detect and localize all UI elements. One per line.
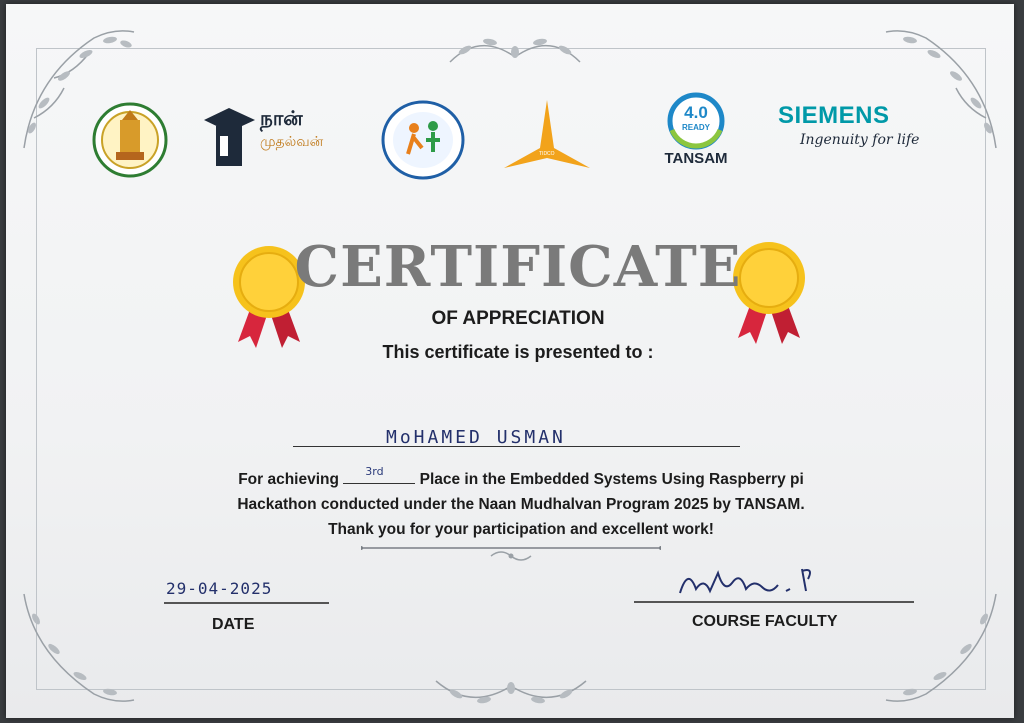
- achievement-suffix: Place in the Embedded Systems Using Raspberry pi: [419, 471, 804, 488]
- certificate-title: CERTIFICATE: [294, 234, 742, 300]
- naan-text: நான்: [260, 106, 303, 130]
- tansam-name: TANSAM: [664, 150, 728, 167]
- tidco-text: TIDCO: [539, 151, 555, 157]
- certificate-subtitle: OF APPRECIATION: [431, 308, 605, 329]
- date-label: DATE: [212, 616, 255, 633]
- skill-development-corporation-logo-icon: [378, 98, 468, 182]
- date-value: 29-04-2025: [166, 579, 273, 598]
- mudhalvan-text: முதல்வன்: [260, 134, 324, 150]
- course-faculty-label: COURSE FACULTY: [692, 613, 838, 630]
- siemens-logo: [778, 102, 928, 162]
- presented-to-text: This certificate is presented to :: [382, 342, 654, 362]
- tansam-ring-bottom: READY: [681, 123, 710, 132]
- achievement-line-1: [166, 467, 876, 492]
- bottom-center-flourish: [426, 666, 596, 716]
- ornament-divider-icon: [361, 542, 661, 566]
- tidco-logo: [502, 98, 592, 176]
- faculty-signature-icon: [674, 559, 834, 603]
- tansam-logo: [646, 92, 746, 172]
- achievement-line-2: Hackathon conducted under the Naan Mudhalvan Program 2025 by TANSAM.: [237, 496, 805, 513]
- bottom-left-flourish: [14, 584, 144, 714]
- date-line: [164, 602, 329, 604]
- certificate-paper: [6, 4, 1014, 718]
- tamil-nadu-emblem-icon: [90, 100, 170, 180]
- siemens-name: SIEMENS: [778, 102, 890, 129]
- tidco-logo-icon: [502, 98, 592, 176]
- achievement-prefix: For achieving: [238, 471, 339, 488]
- thank-you-line: Thank you for your participation and excellent work!: [328, 521, 714, 538]
- naan-mudhalvan-logo: [202, 106, 342, 178]
- recipient-name: MoHAMED USMAN: [386, 427, 566, 448]
- place-blank: [343, 465, 415, 484]
- place-value: 3rd: [365, 465, 384, 478]
- achievement-text: [166, 467, 876, 542]
- tansam-ring-top: 4.0: [684, 103, 708, 122]
- faculty-signature-line: [634, 601, 914, 603]
- siemens-tagline: Ingenuity for life: [800, 132, 920, 148]
- bottom-right-flourish: [876, 584, 1006, 714]
- recipient-name-line: [293, 446, 740, 447]
- top-center-flourish: [440, 22, 590, 82]
- graduation-cap-icon: [202, 106, 257, 174]
